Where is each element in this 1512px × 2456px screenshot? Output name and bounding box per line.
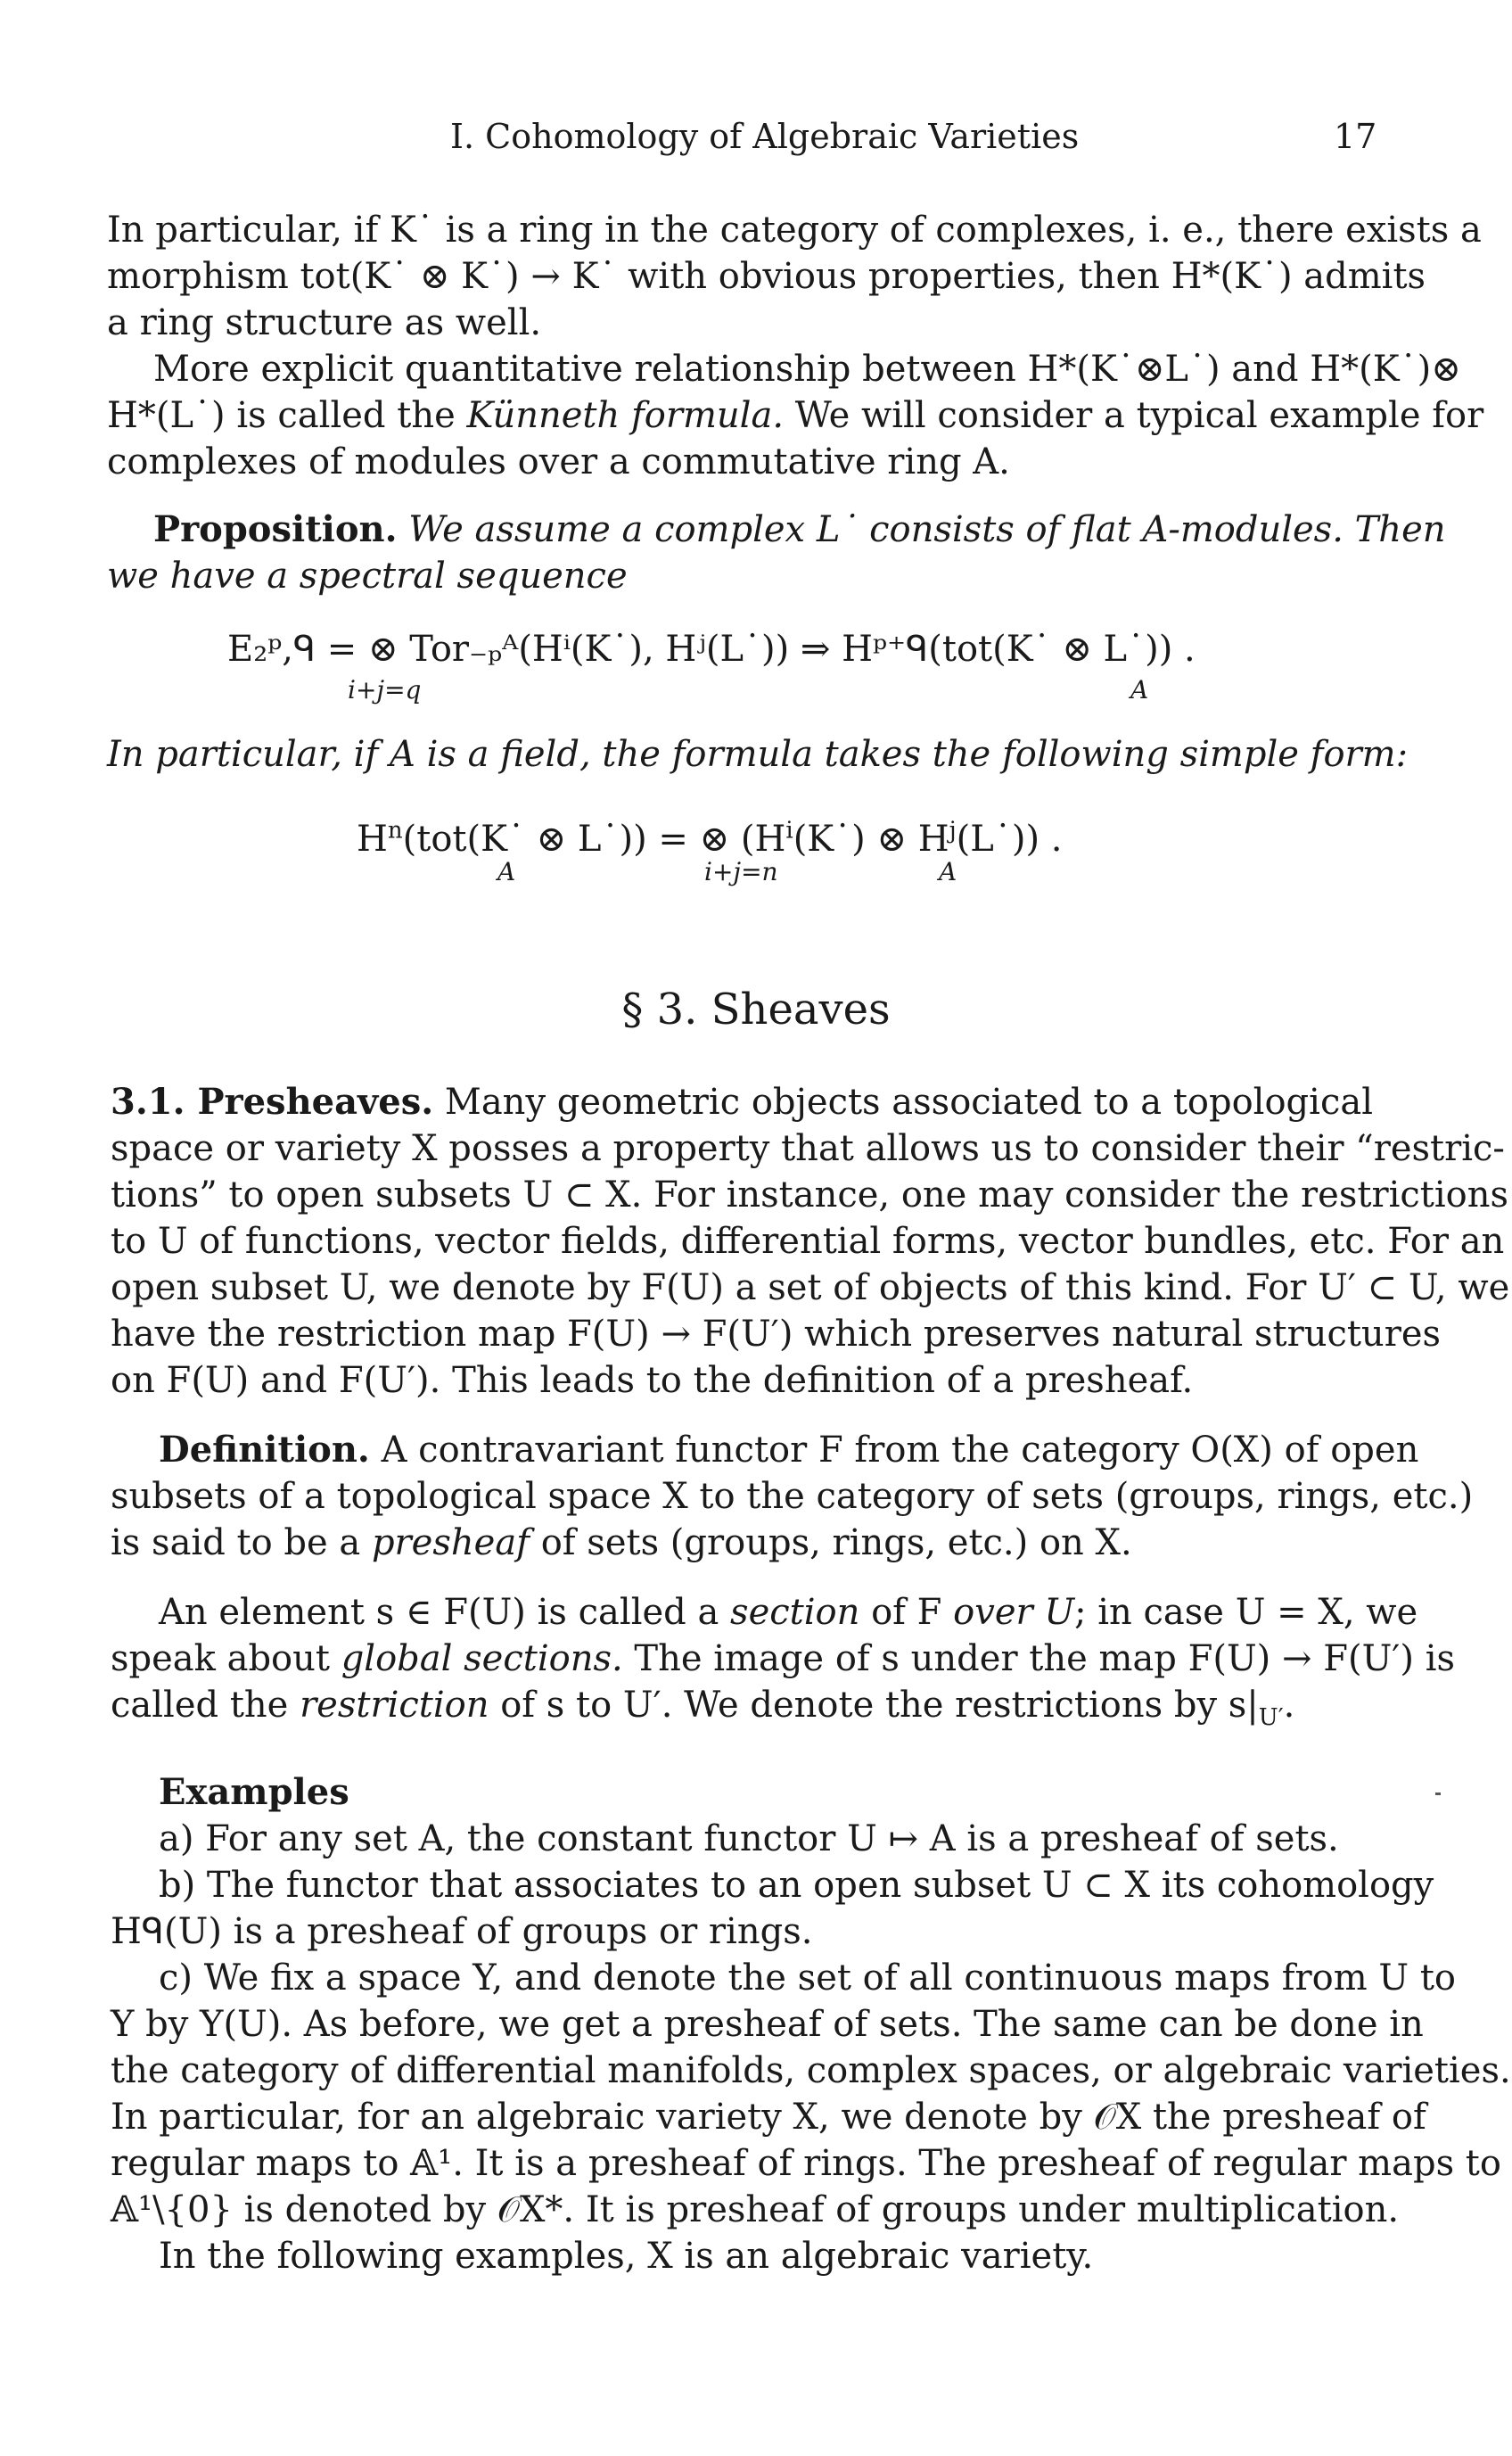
presheaf-term: presheaf — [371, 1522, 530, 1563]
running-title: I. Cohomology of Algebraic Varieties — [450, 117, 1080, 156]
presheaves-line6: have the restriction map F(U) → F(U′) which preserves natural structures — [111, 1314, 1442, 1355]
example-c-line5: regular maps to 𝔸¹. It is a presheaf of rings. The presheaf of regular maps to — [111, 2143, 1501, 2184]
kunneth-field-formula: $H^n(tot(K˙$ ⊗ L˙)) = ⊗ ($H^i(K˙)$ ⊗ $H^j(L˙)$) . — [357, 818, 1063, 861]
example-c-line3: the category of differential manifolds, complex spaces, or algebraic varieties. — [111, 2050, 1511, 2091]
para2-line3: complexes of modules over a commutative ring A. — [107, 441, 1010, 482]
para1-line2: morphism tot(K˙ ⊗ K˙) → K˙ with obvious properties, then H*(K˙) admits — [107, 256, 1426, 297]
section-para-text7: of s to U′. We denote the restrictions by s| — [500, 1685, 1259, 1726]
example-c-line2: Y by Y(U). As before, we get a presheaf of sets. The same can be done in — [111, 2004, 1424, 2045]
section-title: § 3. Sheaves — [621, 985, 891, 1034]
presheaves-line5: open subset U, we denote by F(U) a set of objects of this kind. For U′ ⊂ U, we — [111, 1267, 1510, 1308]
presheaves-line4: to U of functions, vector fields, differential forms, vector bundles, etc. For an — [111, 1221, 1505, 1262]
formula2-index-left: A — [497, 857, 516, 886]
spectral-sequence-formula: E₂ᵖ,ᑫ = ⊗ Tor₋ₚᴬ(Hⁱ(K˙), Hʲ(L˙)) ⇒ Hᵖ⁺ᑫ(tot(K˙ ⊗ L˙)) . — [227, 629, 1196, 670]
section-para-text5: The image of s under the map F(U) → F(U′) is — [634, 1638, 1456, 1679]
section-para-text6: called the — [111, 1685, 289, 1726]
example-c-line4: In particular, for an algebraic variety X, we denote by 𝒪X the presheaf of — [111, 2097, 1426, 2138]
para1-line3: a ring structure as well. — [107, 302, 542, 343]
proposition-label: Proposition. — [153, 508, 398, 550]
presheaves-label: 3.1. Presheaves. — [111, 1081, 434, 1123]
definition-text3b: of sets (groups, rings, etc.) on X. — [540, 1522, 1132, 1563]
proposition-line2: we have a spectral sequence — [107, 556, 628, 597]
definition-text1: A contravariant functor F from the category O(X) of open — [381, 1430, 1419, 1471]
formula1-index-left: i+j=q — [348, 675, 422, 705]
section-para-period: . — [1283, 1685, 1295, 1726]
restriction-subscript: U′ — [1258, 1704, 1284, 1731]
section-term: section — [730, 1592, 860, 1633]
section-para-line1 — [159, 1589, 1418, 1636]
para2-line1: More explicit quantitative relationship between H*(K˙⊗L˙) and H*(K˙)⊗ — [153, 349, 1461, 390]
examples-last-line: In the following examples, X is an algebraic variety. — [159, 2236, 1094, 2277]
section-para-text2: of F — [871, 1592, 942, 1633]
formula2-index-right: A — [939, 857, 957, 886]
presheaves-line1 — [111, 1079, 1373, 1125]
definition-line3 — [111, 1520, 1376, 1566]
example-c-line1: c) We fix a space Y, and denote the set of all continuous maps from U to — [159, 1957, 1456, 1999]
presheaves-text1: Many geometric objects associated to a topological — [444, 1082, 1373, 1123]
formula1-index-right: A — [1130, 675, 1149, 705]
section-para-text4: speak about — [111, 1638, 330, 1679]
definition-label: Definition. — [159, 1429, 370, 1471]
presheaves-line7: on F(U) and F(U′). This leads to the definition of a presheaf. — [111, 1360, 1194, 1401]
presheaves-line3: tions” to open subsets U ⊂ X. For instance, one may consider the restrictions — [111, 1174, 1509, 1216]
definition-line2: subsets of a topological space X to the category of sets (groups, rings, etc.) — [111, 1476, 1474, 1517]
para1-line1: In particular, if K˙ is a ring in the category of complexes, i. e., there exists a — [107, 210, 1482, 251]
section-para-line3 — [111, 1682, 1376, 1741]
para2-line2 — [107, 392, 1484, 439]
global-sections-term: global sections. — [341, 1638, 623, 1679]
section-para-text1: An element s ∈ F(U) is called a — [159, 1592, 719, 1633]
field-line: In particular, if A is a field, the formula takes the following simple form: — [107, 734, 1409, 775]
para2-line2-mid: is called the — [236, 395, 456, 436]
proposition-line1 — [153, 507, 1446, 553]
section-para-text3: ; in case U = X, we — [1074, 1592, 1418, 1633]
example-c-line6: 𝔸¹\{0} is denoted by 𝒪X*. It is presheaf of groups under multiplication. — [111, 2189, 1400, 2230]
presheaves-line2: space or variety X posses a property that allows us to consider their “restric- — [111, 1128, 1505, 1169]
examples-title: Examples — [159, 1771, 349, 1813]
over-u-term: over U — [953, 1592, 1075, 1633]
restriction-term: restriction — [300, 1685, 489, 1726]
definition-text3a: is said to be a — [111, 1522, 361, 1563]
formula2-index-mid: i+j=n — [704, 857, 778, 886]
para2-line2-start: H*(L˙) — [107, 395, 226, 436]
kunneth-formula: Künneth formula. — [466, 395, 785, 436]
example-a: a) For any set A, the constant functor U ↦ A is a presheaf of sets. — [159, 1818, 1339, 1859]
para2-line2-end: We will consider a typical example for — [794, 395, 1484, 436]
proposition-text1: We assume a complex L˙ consists of flat A-modules. Then — [408, 509, 1446, 550]
stray-mark — [1435, 1793, 1441, 1795]
section-para-line2 — [111, 1636, 1456, 1682]
example-b-line1: b) The functor that associates to an open subset U ⊂ X its cohomology — [159, 1865, 1434, 1906]
definition-line1 — [159, 1427, 1419, 1473]
page-number: 17 — [1334, 117, 1377, 156]
example-b-line2: Hᑫ(U) is a presheaf of groups or rings. — [111, 1911, 813, 1952]
